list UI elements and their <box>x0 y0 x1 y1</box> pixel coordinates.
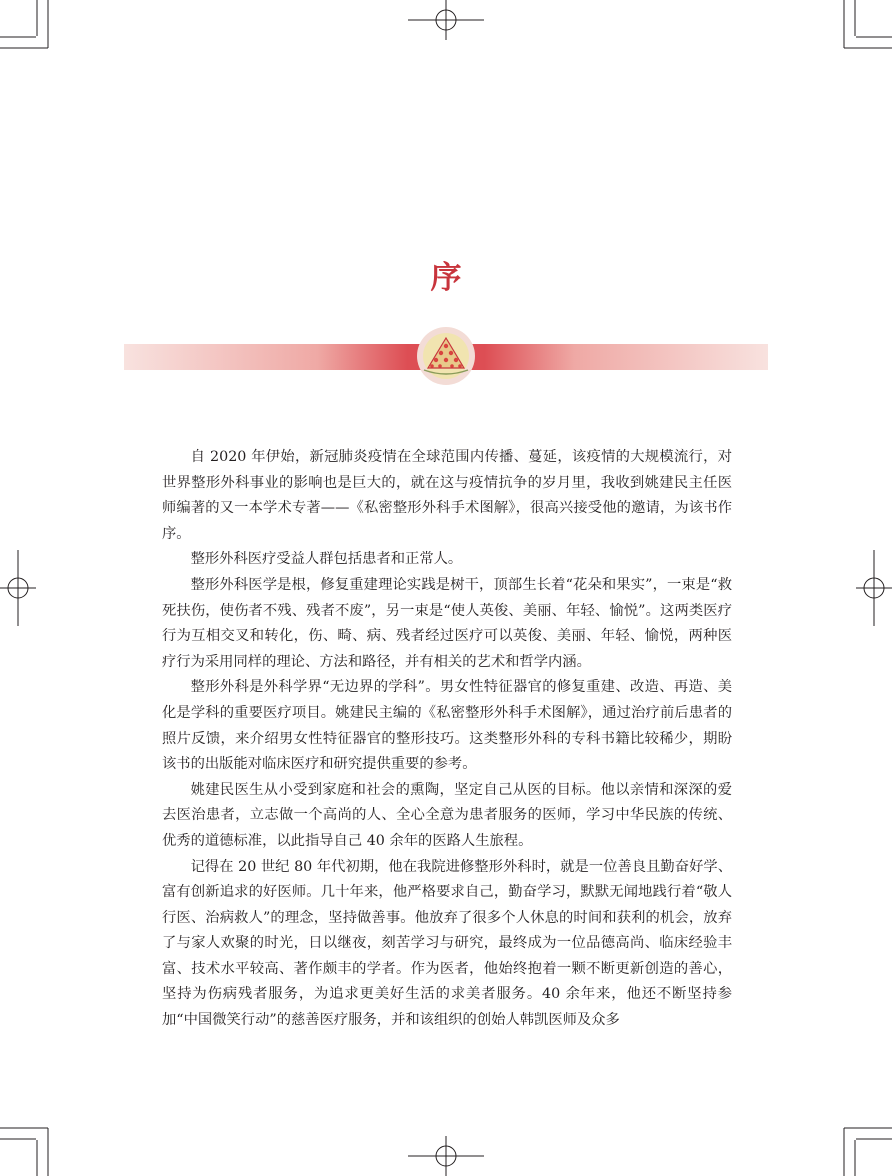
paragraph: 整形外科医疗受益人群包括患者和正常人。 <box>190 551 463 568</box>
decorative-banner <box>124 326 768 386</box>
paragraph: 整形外科是外科学界“无边界的学科”。男女性特征器官的修复重建、改造、再造、美化是学科的重要医疗项目。姚建民主编的《私密整形外科手术图解》，通过治疗前后患者的照片反馈，来介绍男女性特征器官的整形技巧。这类整形外科的专科书籍比较稀少，期盼该书的出版能对临床医疗和研究提供重要的参考。 <box>162 679 732 773</box>
page-title: 序 <box>430 260 462 296</box>
paragraph: 记得在 20 世纪 80 年代初期，他在我院进修整形外科时，就是一位善良且勤奋好学、富有创新追求的好医师。几十年来，他严格要求自己，勤奋学习，默默无闻地践行着“敬人行医、治病救人”的理念，坚持做善事。他放弃了很多个人休息的时间和获利的机会，放弃了与家人欢聚的时光，日以继夜，刻苦学习与研究，最终成为一位品德高尚、临床经验丰富、技术水平较高、著作颇丰的学者。作为医者，他始终抱着一颗不断更新创造的善心，坚持为伤病残者服务，为追求更美好生活的求美者服务。40 余年来，他还不断坚持参加“中国微笑行动”的慈善医疗服务，并和该组织的创始人韩凯医师及众多 <box>162 858 732 1029</box>
paragraph: 整形外科医学是根，修复重建理论实践是树干，顶部生长着“花朵和果实”，一束是“救死扶伤，使伤者不残、残者不废”，另一束是“使人英俊、美丽、年轻、愉悦”。这两类医疗行为互相交叉和转化，伤、畸、病、残者经过医疗可以英俊、美丽、年轻、愉悦，两种医疗行为采用同样的理论、方法和路径，并有相关的艺术和哲学内涵。 <box>162 576 732 670</box>
floral-emblem-icon <box>417 327 475 385</box>
paragraph: 自 2020 年伊始，新冠肺炎疫情在全球范围内传播、蔓延，该疫情的大规模流行，对世界整形外科事业的影响也是巨大的，就在这与疫情抗争的岁月里，我收到姚建民主任医师编著的又一本学术专著——《私密整形外科手术图解》，很高兴接受他的邀请，为该书作序。 <box>162 449 732 542</box>
preface-body <box>162 445 732 1034</box>
paragraph: 姚建民医生从小受到家庭和社会的熏陶，坚定自己从医的目标。他以亲情和深深的爱去医治患者，立志做一个高尚的人、全心全意为患者服务的医师，学习中华民族的传统、优秀的道德标准，以此指导自己 40 余年的医路人生旅程。 <box>162 781 732 849</box>
